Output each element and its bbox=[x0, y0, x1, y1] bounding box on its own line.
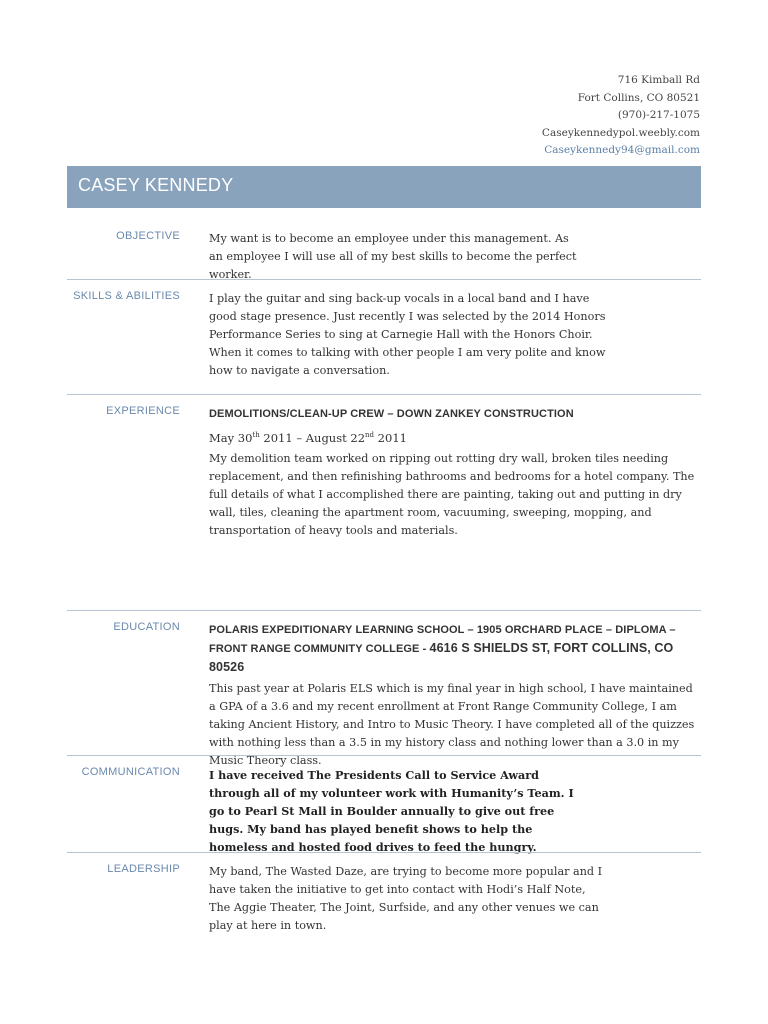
section-label-education: EDUCATION bbox=[113, 621, 180, 633]
job-dates: May 30th 2011 – August 22nd 2011 bbox=[209, 430, 407, 445]
name-banner bbox=[67, 166, 701, 208]
contact-info bbox=[542, 72, 700, 160]
section-divider bbox=[67, 852, 701, 853]
experience-body bbox=[209, 405, 695, 540]
job-title: DEMOLITIONS/CLEAN-UP CREW – DOWN ZANKEY CONSTRUCTION bbox=[209, 408, 574, 420]
education-title: POLARIS EXPEDITIONARY LEARNING SCHOOL – 1905 ORCHARD PLACE – DIPLOMA – FRONT RANGE COMMUNITY COLLEGE - 4616 S SHIELDS ST, FORT COLLINS, CO 80526 bbox=[209, 624, 676, 674]
contact-website: Caseykennedypol.weebly.com bbox=[541, 126, 700, 139]
candidate-name: CASEY KENNEDY bbox=[78, 175, 234, 195]
section-divider bbox=[67, 279, 701, 280]
contact-city: Fort Collins, CO 80521 bbox=[577, 91, 700, 104]
section-divider bbox=[67, 610, 701, 611]
contact-email-link[interactable]: Caseykennedy94@gmail.com bbox=[544, 144, 700, 156]
section-label-leadership: LEADERSHIP bbox=[107, 863, 180, 875]
section-label-skills: SKILLS & ABILITIES bbox=[73, 290, 180, 302]
communication-text: I have received The Presidents Call to Service Award through all of my volunteer work with Humanity’s Team. I go to Pearl St Mall in Boulder annually to give out free hugs. My band has played benefit shows to help the homeless and hosted food drives to feed the hungry. bbox=[209, 768, 574, 854]
education-body bbox=[209, 621, 695, 770]
job-description: My demolition team worked on ripping out rotting dry wall, broken tiles needing replacement, and then refinishing bathrooms and bedrooms for a hotel company. The full details of what I accomplished there are painting, taking out and putting in dry wall, tiles, cleaning the apartment room, vacuuming, sweeping, mopping, and transportation of heavy tools and materials. bbox=[209, 451, 695, 537]
section-label-objective: OBJECTIVE bbox=[116, 230, 180, 242]
section-divider bbox=[67, 394, 701, 395]
contact-phone: (970)-217-1075 bbox=[617, 109, 700, 121]
section-label-communication: COMMUNICATION bbox=[81, 766, 180, 778]
skills-text: I play the guitar and sing back-up vocals in a local band and I have good stage presence. Just recently I was selected by the 2014 Honors Performance Series to sing at Carnegie Hall with the Honors Choir. When it comes to talking with other people I am very polite and know how to navigate a conversation. bbox=[209, 292, 606, 377]
contact-address: 716 Kimball Rd bbox=[617, 74, 700, 86]
education-description: This past year at Polaris ELS which is my final year in high school, I have maintained a GPA of a 3.6 and my recent enrollment at Front Range Community College, I am taking Ancient History, and Intro to Music Theory. I have completed all of the quizzes with nothing less than a 3.5 in my history class and nothing lower than a 3.0 in my Music Theory class. bbox=[209, 682, 695, 767]
objective-text: My want is to become an employee under this management. As an employee I will use all of my best skills to become the perfect worker. bbox=[209, 232, 577, 281]
leadership-text: My band, The Wasted Daze, are trying to become more popular and I have taken the initiative to get into contact with Hodi’s Half Note, The Aggie Theater, The Joint, Surfside, and any other venues we can play at here in town. bbox=[209, 865, 603, 932]
section-label-experience: EXPERIENCE bbox=[106, 405, 180, 417]
section-divider bbox=[67, 755, 701, 756]
